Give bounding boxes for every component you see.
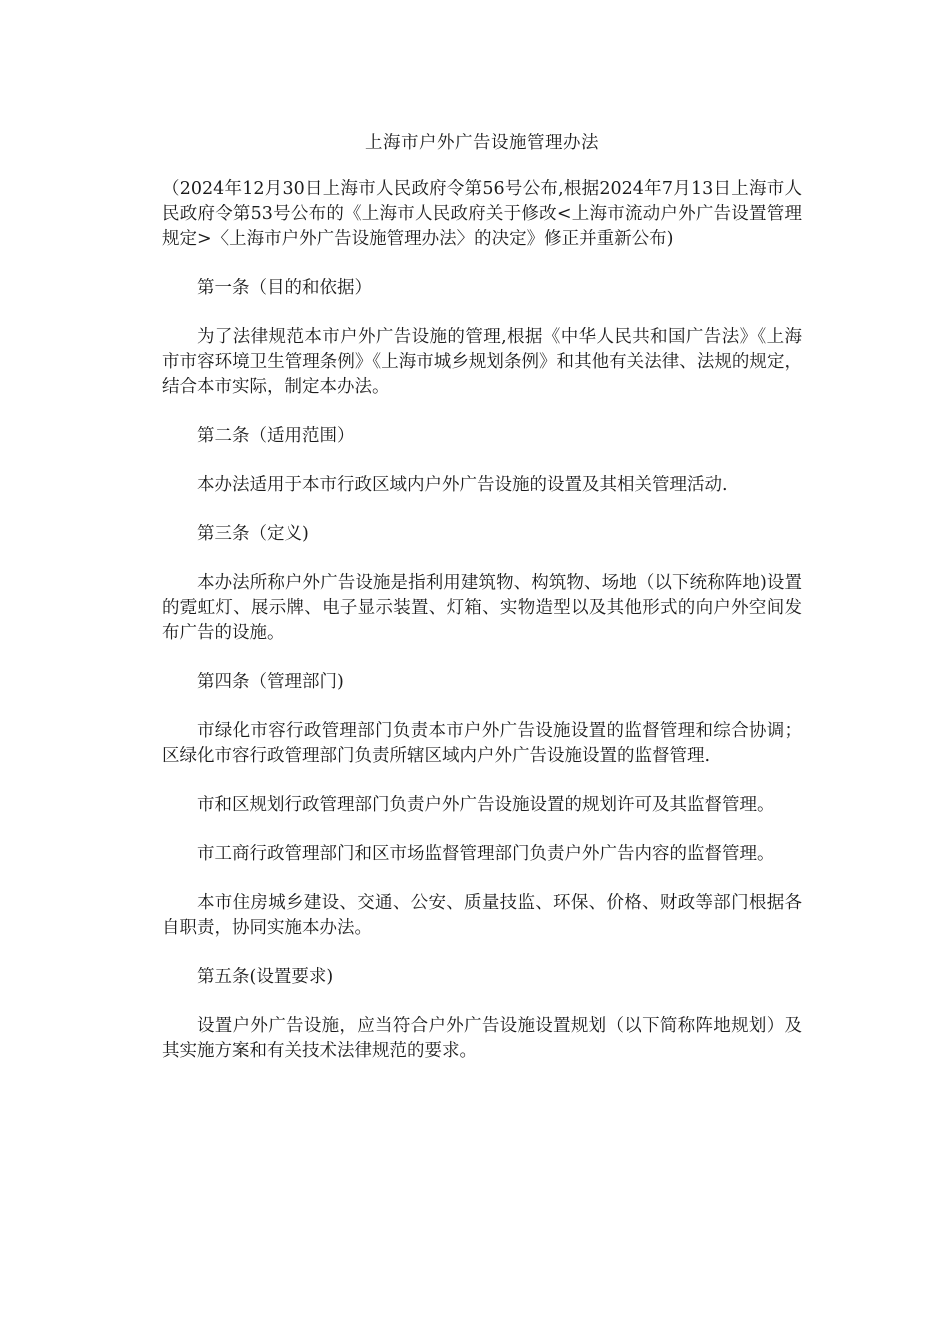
article-5-heading: 第五条(设置要求) [197, 967, 334, 987]
article-4-paragraph: 市和区规划行政管理部门负责户外广告设施设置的规划许可及其监督管理。 [197, 795, 775, 815]
article-4-heading: 第四条（管理部门) [197, 672, 344, 692]
article-1-paragraph: 为了法律规范本市户外广告设施的管理,根据《中华人民共和国广告法》《上海市市容环境卫生管理条例》《上海市城乡规划条例》和其他有关法律、法规的规定，结合本市实际，制定本办法。 [162, 327, 802, 397]
article-5-paragraph: 设置户外广告设施，应当符合户外广告设施设置规划（以下简称阵地规划）及其实施方案和有关技术法律规范的要求。 [162, 1016, 802, 1061]
article-3-heading: 第三条（定义) [197, 524, 309, 544]
document-body [162, 131, 802, 1088]
article-1-heading: 第一条（目的和依据） [197, 278, 372, 298]
article-3-paragraph: 本办法所称户外广告设施是指利用建筑物、构筑物、场地（以下统称阵地)设置的霓虹灯、展示牌、电子显示装置、灯箱、实物造型以及其他形式的向户外空间发布广告的设施。 [162, 573, 802, 643]
document-title: 上海市户外广告设施管理办法 [365, 133, 599, 153]
article-2-heading: 第二条（适用范围） [197, 426, 355, 446]
document-preamble: （2024年12月30日上海市人民政府令第56号公布,根据2024年7月13日上海市人民政府令第53号公布的《上海市人民政府关于修改<上海市流动户外广告设置管理规定>〈上海市户外广告设施管理办法〉的决定》修正并重新公布) [162, 179, 802, 249]
article-4-paragraph: 市工商行政管理部门和区市场监督管理部门负责户外广告内容的监督管理。 [197, 844, 775, 864]
article-4-paragraph: 本市住房城乡建设、交通、公安、质量技监、环保、价格、财政等部门根据各自职责，协同实施本办法。 [162, 893, 802, 938]
article-4-paragraph: 市绿化市容行政管理部门负责本市户外广告设施设置的监督管理和综合协调；区绿化市容行政管理部门负责所辖区域内户外广告设施设置的监督管理. [162, 721, 802, 766]
article-2-paragraph: 本办法适用于本市行政区域内户外广告设施的设置及其相关管理活动. [197, 475, 728, 495]
